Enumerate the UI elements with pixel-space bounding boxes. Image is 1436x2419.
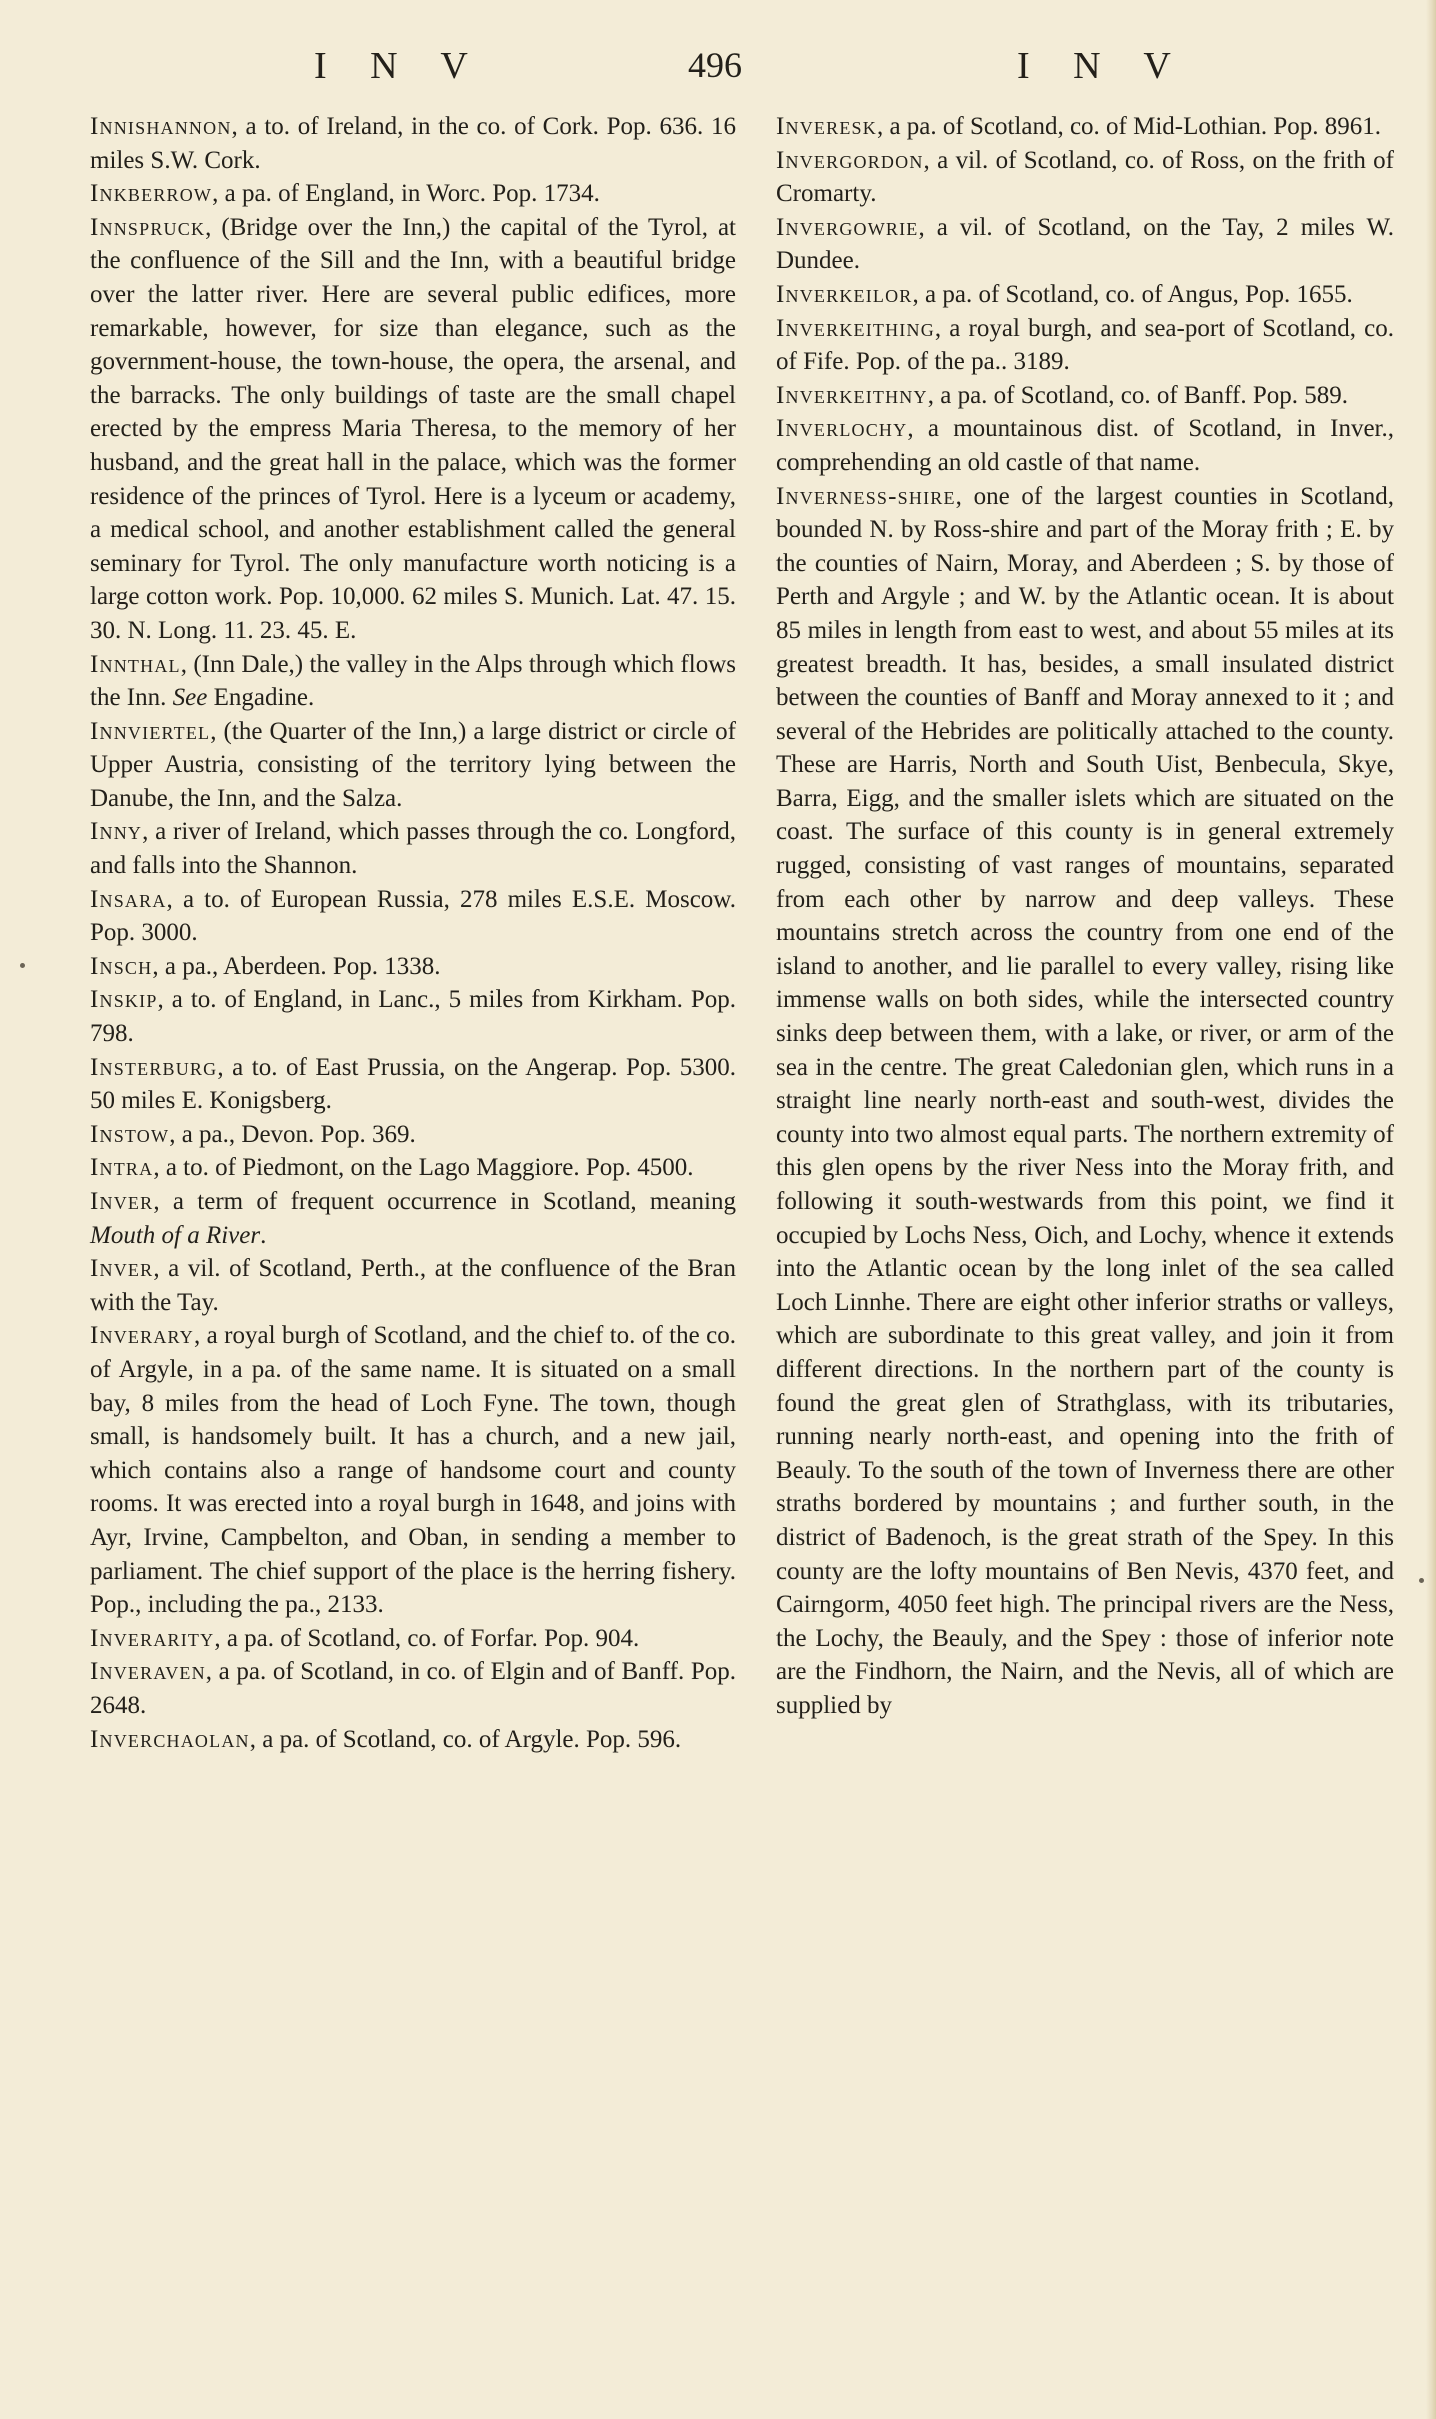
entry-text: , a royal burgh, and sea-port of Scotland, co. of Fife. Pop. of the pa.. 3189.: [776, 314, 1394, 376]
entry-text: , (Inn Dale,) the valley in the Alps through which flows the Inn.: [90, 650, 736, 712]
entry-headword: Innishannon: [90, 113, 232, 140]
entry-text: , a royal burgh of Scotland, and the chief to. of the co. of Argyle, in a pa. of the same name. It is situated on a small bay, 8 miles from the head of Loch Fyne. The town, though small, is handsomely built. It has a church, and a new jail, which contains also a range of handsome court and county rooms. It was erected into a royal burgh in 1648, and joins with Ayr, Irvine, Campbelton, and Oban, in sending a member to parliament. The chief support of the place is the herring fishery. Pop., including the pa., 2133.: [90, 1322, 736, 1619]
entry-headword: Inverness-shire: [776, 482, 956, 510]
dictionary-entry: [90, 1051, 736, 1118]
dictionary-entry: [90, 1723, 736, 1757]
entry-text: , a to. of Piedmont, on the Lago Maggiore. Pop. 4500.: [153, 1154, 694, 1182]
entry-text: , a to. of European Russia, 278 miles E.S.E. Moscow. Pop. 3000.: [90, 885, 736, 947]
entry-text: , a to. of East Prussia, on the Angerap. Pop. 5300. 50 miles E. Konigsberg.: [90, 1053, 736, 1115]
entry-headword: Invergowrie: [776, 213, 919, 241]
entry-headword: Inver: [90, 1188, 154, 1215]
page-edge: [1426, 0, 1436, 2419]
entry-headword: Innspruck: [90, 213, 206, 241]
entry-text: , a pa., Devon. Pop. 369.: [169, 1120, 416, 1148]
entry-text: , a vil. of Scotland, Perth., at the confluence of the Bran with the Tay.: [90, 1255, 736, 1316]
entry-text: , a vil. of Scotland, co. of Ross, on the frith of Cromarty.: [776, 146, 1394, 208]
dictionary-entry: [90, 950, 736, 984]
page-number: 496: [688, 45, 742, 85]
entry-text: , a to. of England, in Lanc., 5 miles from Kirkham. Pop. 798.: [90, 986, 736, 1048]
left-column: [90, 110, 736, 1756]
header-left-guideword: I N V: [314, 45, 472, 87]
entry-headword: Innthal: [90, 650, 181, 678]
dictionary-entry: [776, 278, 1394, 312]
entry-headword: Instow: [90, 1120, 170, 1148]
entry-text: , a pa. of Scotland, co. of Forfar. Pop. 904.: [214, 1624, 640, 1652]
entry-headword: Inverarity: [90, 1624, 215, 1652]
entry-headword: Insterburg: [90, 1053, 218, 1081]
dictionary-entry: [776, 211, 1394, 278]
entry-headword: Inkberrow: [90, 180, 213, 208]
entry-headword: Inverary: [90, 1322, 194, 1350]
entry-text: , a term of frequent occurrence in Scotland, meaning: [153, 1188, 736, 1215]
entry-headword: Inverchaolan: [90, 1725, 250, 1753]
entry-headword: Inverkeithing: [776, 314, 935, 342]
dictionary-entry: [90, 1622, 736, 1656]
entry-headword: Inverkeilor: [776, 280, 913, 308]
dictionary-entry: [90, 983, 736, 1050]
dictionary-entry: [90, 1185, 736, 1252]
entry-text: , a to. of Ireland, in the co. of Cork. Pop. 636. 16 miles S.W. Cork.: [90, 113, 736, 174]
entry-text: , a vil. of Scotland, on the Tay, 2 miles W. Dundee.: [776, 213, 1394, 275]
dictionary-entry: [776, 110, 1394, 144]
right-column: [776, 110, 1394, 1723]
entry-text: , (the Quarter of the Inn,) a large district or circle of Upper Austria, consisting of the territory lying between the Danube, the Inn, and the Salza.: [90, 717, 736, 812]
running-header: [0, 44, 1436, 94]
margin-mark: [1419, 1578, 1424, 1583]
entry-text: , a pa., Aberdeen. Pop. 1338.: [152, 952, 441, 980]
dictionary-entry: [90, 211, 736, 648]
entry-text-continued: .: [260, 1221, 267, 1249]
dictionary-entry: [776, 379, 1394, 413]
dictionary-entry: [776, 312, 1394, 379]
dictionary-entry: [776, 480, 1394, 1723]
dictionary-entry: [90, 1252, 736, 1319]
entry-headword: Inveresk: [776, 113, 877, 140]
dictionary-entry: [776, 412, 1394, 479]
margin-mark: [20, 963, 25, 968]
entry-text: , a pa. of Scotland, co. of Banff. Pop. 589.: [927, 381, 1349, 409]
entry-italic-text: Mouth of a River: [90, 1221, 261, 1249]
dictionary-entry: [90, 110, 736, 177]
entry-headword: Inveraven: [90, 1658, 206, 1686]
entry-text: , a pa. of Scotland, co. of Mid-Lothian. Pop. 8961.: [876, 113, 1382, 140]
dictionary-entry: [90, 1655, 736, 1722]
entry-headword: Intra: [90, 1154, 154, 1182]
entry-headword: Insch: [90, 952, 153, 980]
entry-text: , a mountainous dist. of Scotland, in Inver., comprehending an old castle of that name.: [776, 415, 1394, 476]
entry-text: , a pa. of Scotland, co. of Argyle. Pop. 596.: [249, 1725, 682, 1753]
dictionary-entry: [90, 177, 736, 211]
dictionary-entry: [776, 144, 1394, 211]
entry-headword: Inverlochy: [776, 415, 908, 443]
dictionary-entry: [90, 1151, 736, 1185]
entry-text: , a pa. of Scotland, in co. of Elgin and of Banff. Pop. 2648.: [90, 1658, 736, 1719]
entry-text: , a pa. of England, in Worc. Pop. 1734.: [212, 180, 600, 208]
entry-text: , a pa. of Scotland, co. of Angus, Pop. 1655.: [912, 280, 1353, 308]
entry-headword: Inver: [90, 1255, 154, 1283]
entry-headword: Innviertel: [90, 717, 211, 745]
dictionary-entry: [90, 715, 736, 816]
entry-italic-text: See: [172, 684, 208, 712]
dictionary-entry: [90, 815, 736, 882]
dictionary-entry: [90, 883, 736, 950]
entry-text: , (Bridge over the Inn,) the capital of the Tyrol, at the confluence of the Sill and the Inn, with a beautiful bridge over the latter river. Here are several public edifices, more remarkable, however, for size than elegance, such as the government-house, the town-house, the opera, the arsenal, and the barracks. The only buildings of taste are the small chapel erected by the empress Maria Theresa, to the memory of her husband, and the great hall in the palace, which was the former residence of the princes of Tyrol. Here is a lyceum or academy, a medical school, and another establishment called the general seminary for Tyrol. The only manufacture worth noticing is a large cotton work. Pop. 10,000. 62 miles S. Munich. Lat. 47. 15. 30. N. Long. 11. 23. 45. E.: [90, 213, 736, 644]
entry-headword: Insara: [90, 885, 167, 913]
entry-text: , a river of Ireland, which passes through the co. Longford, and falls into the Shannon.: [90, 818, 736, 880]
dictionary-entry: [90, 648, 736, 715]
entry-text: , one of the largest counties in Scotland, bounded N. by Ross-shire and part of the Moray frith ; E. by the counties of Nairn, Moray, and Aberdeen ; S. by those of Perth and Argyle ; and W. by the Atlantic ocean. It is about 85 miles in length from east to west, and about 55 miles at its greatest breadth. It has, besides, a small insulated district between the counties of Banff and Moray annexed to it ; and several of the Hebrides are politically attached to the county. These are Harris, North and South Uist, Benbecula, Skye, Barra, Eigg, and the smaller islets which are situated on the coast. The surface of this county is in general extremely rugged, consisting of vast ranges of mountains, separated from each other by narrow and deep valleys. These mountains stretch across the country from one end of the island to another, and lie parallel to every valley, rising like immense walls on both sides, while the intersected country sinks deep between them, with a lake, or river, or arm of the sea in the centre. The great Caledonian glen, which runs in a straight line nearly north-east and south-west, divides the county into two almost equal parts. The northern extremity of this glen opens by the river Ness into the Moray frith, and following it south-westwards from this point, we find it occupied by Lochs Ness, Oich, and Lochy, whence it extends into the Atlantic ocean by the long inlet of the sea called Loch Linnhe. There are eight other inferior straths or valleys, which are subordinate to this great valley, and join it from different directions. In the northern part of the county is found the great glen of Strathglass, with its tributaries, running nearly north-east, and opening into the frith of Beauly. To the south of the town of Inverness there are other straths bordered by mountains ; and further south, in the district of Badenoch, is the great strath of the Spey. In this county are the lofty mountains of Ben Nevis, 4370 feet, and Cairngorm, 4050 feet high. The principal rivers are the Ness, the Lochy, the Beauly, and the Spey : those of inferior note are the Findhorn, the Nairn, and the Nevis, all of which are supplied by: [776, 482, 1394, 1719]
dictionary-entry: [90, 1319, 736, 1621]
entry-headword: Inskip: [90, 986, 158, 1014]
dictionary-entry: [90, 1118, 736, 1152]
entry-headword: Inverkeithny: [776, 381, 928, 409]
entry-text-continued: Engadine.: [207, 684, 315, 712]
entry-headword: Inny: [90, 818, 143, 846]
header-right-guideword: I N V: [1017, 45, 1175, 87]
entry-headword: Invergordon: [776, 146, 924, 174]
